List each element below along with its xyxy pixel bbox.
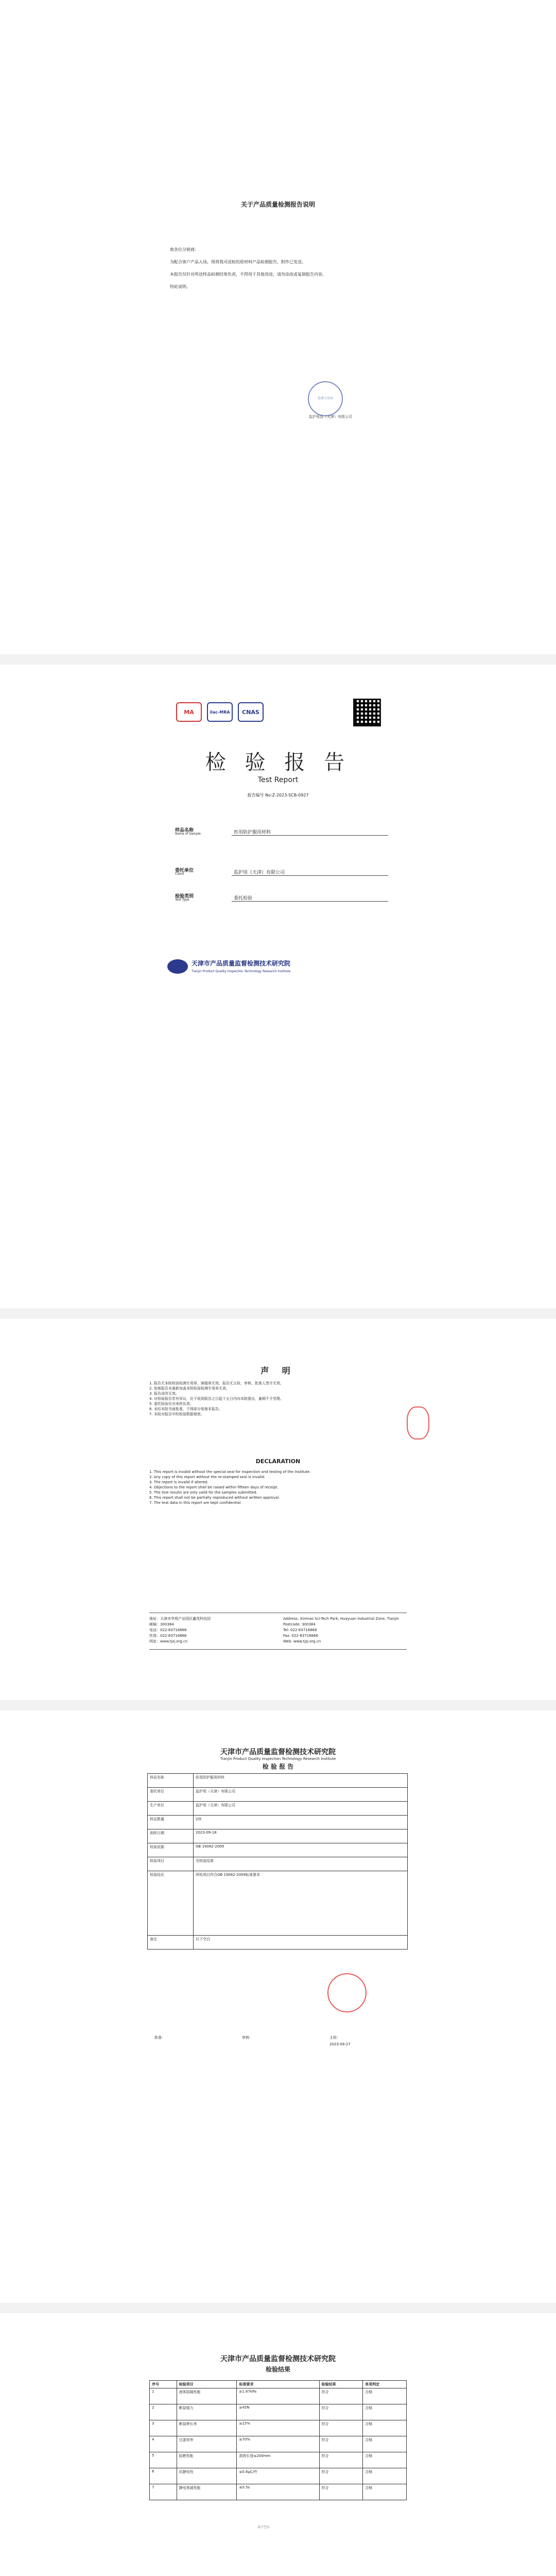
contact-line: Postcode: 300384	[283, 1622, 316, 1626]
result-row	[148, 1936, 408, 1950]
items-cell: ≥15%	[237, 2420, 319, 2436]
items-cell: 合格	[363, 2404, 407, 2420]
items-cell: 断裂伸长率	[177, 2420, 237, 2436]
notice-greeting: 致各位分销商：	[170, 247, 199, 252]
contact-en	[283, 1616, 407, 1645]
items-subtitle: 检验结果	[265, 2366, 290, 2373]
contact-line: 网址：www.tjzj.org.cn	[149, 1639, 188, 1643]
declaration-line: 4. 对检验报告若有异议，应于收到报告之日起十五日内向本院提出，逾期不予受理。	[149, 1397, 284, 1401]
items-row	[150, 2420, 407, 2436]
items-cell: 2	[150, 2404, 177, 2420]
contact-block	[149, 1613, 407, 1650]
type-label-en: Test Type	[175, 898, 189, 902]
declaration-line: 5. 委托检验仅对来样负责。	[149, 1402, 194, 1406]
items-cell: 过滤效率	[177, 2436, 237, 2452]
approve-label: 批准：	[154, 2036, 165, 2040]
declaration-line: 7. The test data in this report are kept confidential.	[149, 1501, 242, 1505]
result-row	[148, 1843, 408, 1857]
declaration-line: 7. 本院对报告中的检验数据保密。	[149, 1412, 204, 1416]
declaration-line: 5. The test results are only valid for the samples submitted.	[149, 1490, 257, 1495]
result-value: 监护用（天津）有限公司	[194, 1788, 408, 1802]
declaration-line: 3. The report is invalid if altered.	[149, 1480, 208, 1484]
inspection-stamp	[327, 1973, 367, 2012]
contact-line: 地址：天津市华苑产业园区鑫茂科技园	[149, 1617, 211, 1621]
contact-line: 邮编：300384	[149, 1622, 174, 1626]
items-cell: ≤0.6μC/件	[237, 2468, 319, 2484]
result-key: 检验依据	[148, 1843, 194, 1857]
notice-title: 关于产品质量检测报告说明	[240, 201, 315, 208]
items-cell: 合格	[363, 2388, 407, 2404]
type-value: 委托检验	[232, 894, 388, 902]
result-institute: 天津市产品质量监督检测技术研究院	[220, 1748, 336, 1756]
institute-name-en: Tianjin Product Quality Inspection Technology Research Institute	[192, 970, 291, 973]
items-cell: 7	[150, 2484, 177, 2500]
items-cell: 符合	[319, 2388, 363, 2404]
items-cell: 符合	[319, 2436, 363, 2452]
declaration-line: 4. Objections to the report shall be raised within fifteen days of receipt.	[149, 1485, 279, 1489]
type-label: 检验类别	[175, 894, 194, 899]
client-label: 委托单位	[175, 868, 194, 873]
sample-label: 样品名称	[175, 828, 194, 833]
declaration-line: 2. Any copy of this report without the re-stamped seal is invalid.	[149, 1475, 266, 1479]
result-value: 2023-09-18	[194, 1829, 408, 1843]
ilac-logo: ilac-MRA	[207, 702, 233, 722]
review-label: 审核：	[242, 2036, 253, 2040]
items-cell: 合格	[363, 2420, 407, 2436]
items-cell: 符合	[319, 2452, 363, 2468]
items-row	[150, 2388, 407, 2404]
contact-line: Fax: 022-83716866	[283, 1634, 318, 1638]
notice-paragraph: 为配合客户产品入场，现将我司送检的原材料产品检测报告，附件已发送。	[170, 260, 306, 264]
result-key: 备注	[148, 1936, 194, 1950]
contact-line: 传真：022-83716866	[149, 1634, 187, 1638]
sample-value: 医用防护服用材料	[232, 828, 388, 836]
result-subtitle: 检 验 报 告	[262, 1763, 294, 1770]
contact-line: Tel: 022-83716868	[283, 1628, 317, 1632]
items-row	[150, 2452, 407, 2468]
sample-label-en: Name of Sample	[175, 832, 201, 836]
items-cell: 6	[150, 2468, 177, 2484]
inspector-label: 主检：	[329, 2036, 340, 2040]
items-cell: 符合	[319, 2484, 363, 2500]
items-cell: 符合	[319, 2404, 363, 2420]
institute-name: 天津市产品质量监督检测技术研究院	[192, 960, 291, 967]
seam-stamp	[407, 1406, 429, 1439]
items-row	[150, 2404, 407, 2420]
result-value: 以下空白	[194, 1936, 408, 1950]
items-cell: ≥45N	[237, 2404, 319, 2420]
result-value: GB 19082-2009	[194, 1843, 408, 1857]
result-key: 检验结论	[148, 1871, 194, 1936]
notice-issuer: 监护用品（天津）有限公司	[309, 415, 352, 419]
declaration-en-title: DECLARATION	[255, 1458, 301, 1465]
declaration-line: 6. This report shall not be partially reproduced without written approval.	[149, 1496, 280, 1500]
declaration-cn	[149, 1381, 407, 1417]
items-cell: 液体阻隔性能	[177, 2388, 237, 2404]
result-value: 见检验结果	[194, 1857, 408, 1871]
items-cell: 合格	[363, 2436, 407, 2452]
declaration-line: 3. 报告涂改无效。	[149, 1392, 179, 1396]
contact-line: Address: Xinmao Sci-Tech Park, Huayuan Industrial Zone, Tianjin	[283, 1617, 399, 1621]
type-field	[175, 892, 391, 903]
cnas-logo: CNAS	[238, 702, 264, 722]
items-header-row	[150, 2381, 407, 2388]
report-subtitle: Test Report	[257, 776, 299, 784]
notice-paragraph: 本报告仅针对所送样品检测结果负责，不得用于其他用途，请勿涂改或复制报告内容。	[170, 272, 326, 277]
notice-page	[0, 0, 556, 654]
result-row	[148, 1788, 408, 1802]
items-cell: 4	[150, 2436, 177, 2452]
result-row	[148, 1802, 408, 1816]
items-cell: 5	[150, 2452, 177, 2468]
items-cell: 合格	[363, 2452, 407, 2468]
result-value: 医用防护服用材料	[194, 1774, 408, 1788]
items-header-cell: 检验结果	[319, 2381, 363, 2388]
result-key: 样品数量	[148, 1816, 194, 1829]
result-row	[148, 1816, 408, 1829]
declaration-line: 6. 未经本院书面批准，不得部分复制本报告。	[149, 1407, 222, 1411]
result-value: 监护用（天津）有限公司	[194, 1802, 408, 1816]
notice-body	[170, 246, 386, 296]
items-table	[149, 2380, 407, 2500]
items-footer: 以下空白	[257, 2526, 270, 2529]
contact-cn	[149, 1616, 273, 1645]
result-key: 检验项目	[148, 1857, 194, 1871]
result-row	[148, 1829, 408, 1843]
items-cell: ≤0.5s	[237, 2484, 319, 2500]
ma-logo: MA	[176, 702, 202, 722]
items-cell: 抗静电性	[177, 2468, 237, 2484]
notice-paragraph: 特此说明。	[170, 284, 190, 289]
items-header-cell: 检验项目	[177, 2381, 237, 2388]
items-cell: ≥1.67kPa	[237, 2388, 319, 2404]
items-header-cell: 单项判定	[363, 2381, 407, 2388]
items-cell: ≥70%	[237, 2436, 319, 2452]
items-row	[150, 2436, 407, 2452]
company-stamp	[308, 381, 343, 416]
qr-code	[353, 699, 381, 726]
items-cell: 符合	[319, 2468, 363, 2484]
institute-logo	[167, 959, 188, 974]
result-row	[148, 1857, 408, 1871]
report-date: 2023-09-27	[329, 2042, 351, 2046]
contact-line: Web: www.tjzj.org.cn	[283, 1639, 321, 1643]
result-value: 2块	[194, 1816, 408, 1829]
items-row	[150, 2484, 407, 2500]
contact-line: 电话：022-83716868	[149, 1628, 187, 1632]
items-row	[150, 2468, 407, 2484]
items-cell: 损毁长度≤200mm	[237, 2452, 319, 2468]
client-label-en: Client	[175, 872, 184, 876]
items-cell: 合格	[363, 2484, 407, 2500]
declaration-en	[149, 1469, 407, 1505]
result-value: 所检项目符合GB 19082-2009标准要求	[194, 1871, 408, 1936]
items-cell: 静电衰减性能	[177, 2484, 237, 2500]
result-key: 生产单位	[148, 1802, 194, 1816]
result-table	[147, 1773, 408, 1950]
items-cell: 符合	[319, 2420, 363, 2436]
items-cell: 断裂强力	[177, 2404, 237, 2420]
result-key: 样品名称	[148, 1774, 194, 1788]
sample-field	[175, 826, 391, 837]
items-cell: 3	[150, 2420, 177, 2436]
result-key: 委托单位	[148, 1788, 194, 1802]
report-title: 检 验 报 告	[205, 751, 351, 774]
client-field	[175, 867, 391, 877]
items-institute: 天津市产品质量监督检测技术研究院	[220, 2355, 336, 2363]
items-header-cell: 序号	[150, 2381, 177, 2388]
declaration-title: 声 明	[260, 1366, 296, 1376]
declaration-line: 1. This report is invalid without the special seal for inspection and testing of the Institute.	[149, 1470, 311, 1474]
result-key: 到样日期	[148, 1829, 194, 1843]
result-row	[148, 1774, 408, 1788]
items-cell: 合格	[363, 2468, 407, 2484]
client-value: 监护用（天津）有限公司	[232, 869, 388, 876]
items-header-cell: 标准要求	[237, 2381, 319, 2388]
report-number: 报告编号 No:Z-2023-SCB-0927	[247, 793, 309, 798]
result-row	[148, 1871, 408, 1936]
items-cell: 1	[150, 2388, 177, 2404]
result-institute-en: Tianjin Product Quality Inspection Technology Research Institute	[220, 1757, 336, 1761]
stamp-text: 检测专用章	[317, 397, 333, 400]
declaration-line: 1. 报告无本院检验检测专用章、骑缝章无效；报告无主检、审核、批准人签字无效。	[149, 1381, 284, 1385]
items-cell: 阻燃性能	[177, 2452, 237, 2468]
declaration-line: 2. 复制报告未重新加盖本院检验检测专用章无效。	[149, 1386, 230, 1391]
